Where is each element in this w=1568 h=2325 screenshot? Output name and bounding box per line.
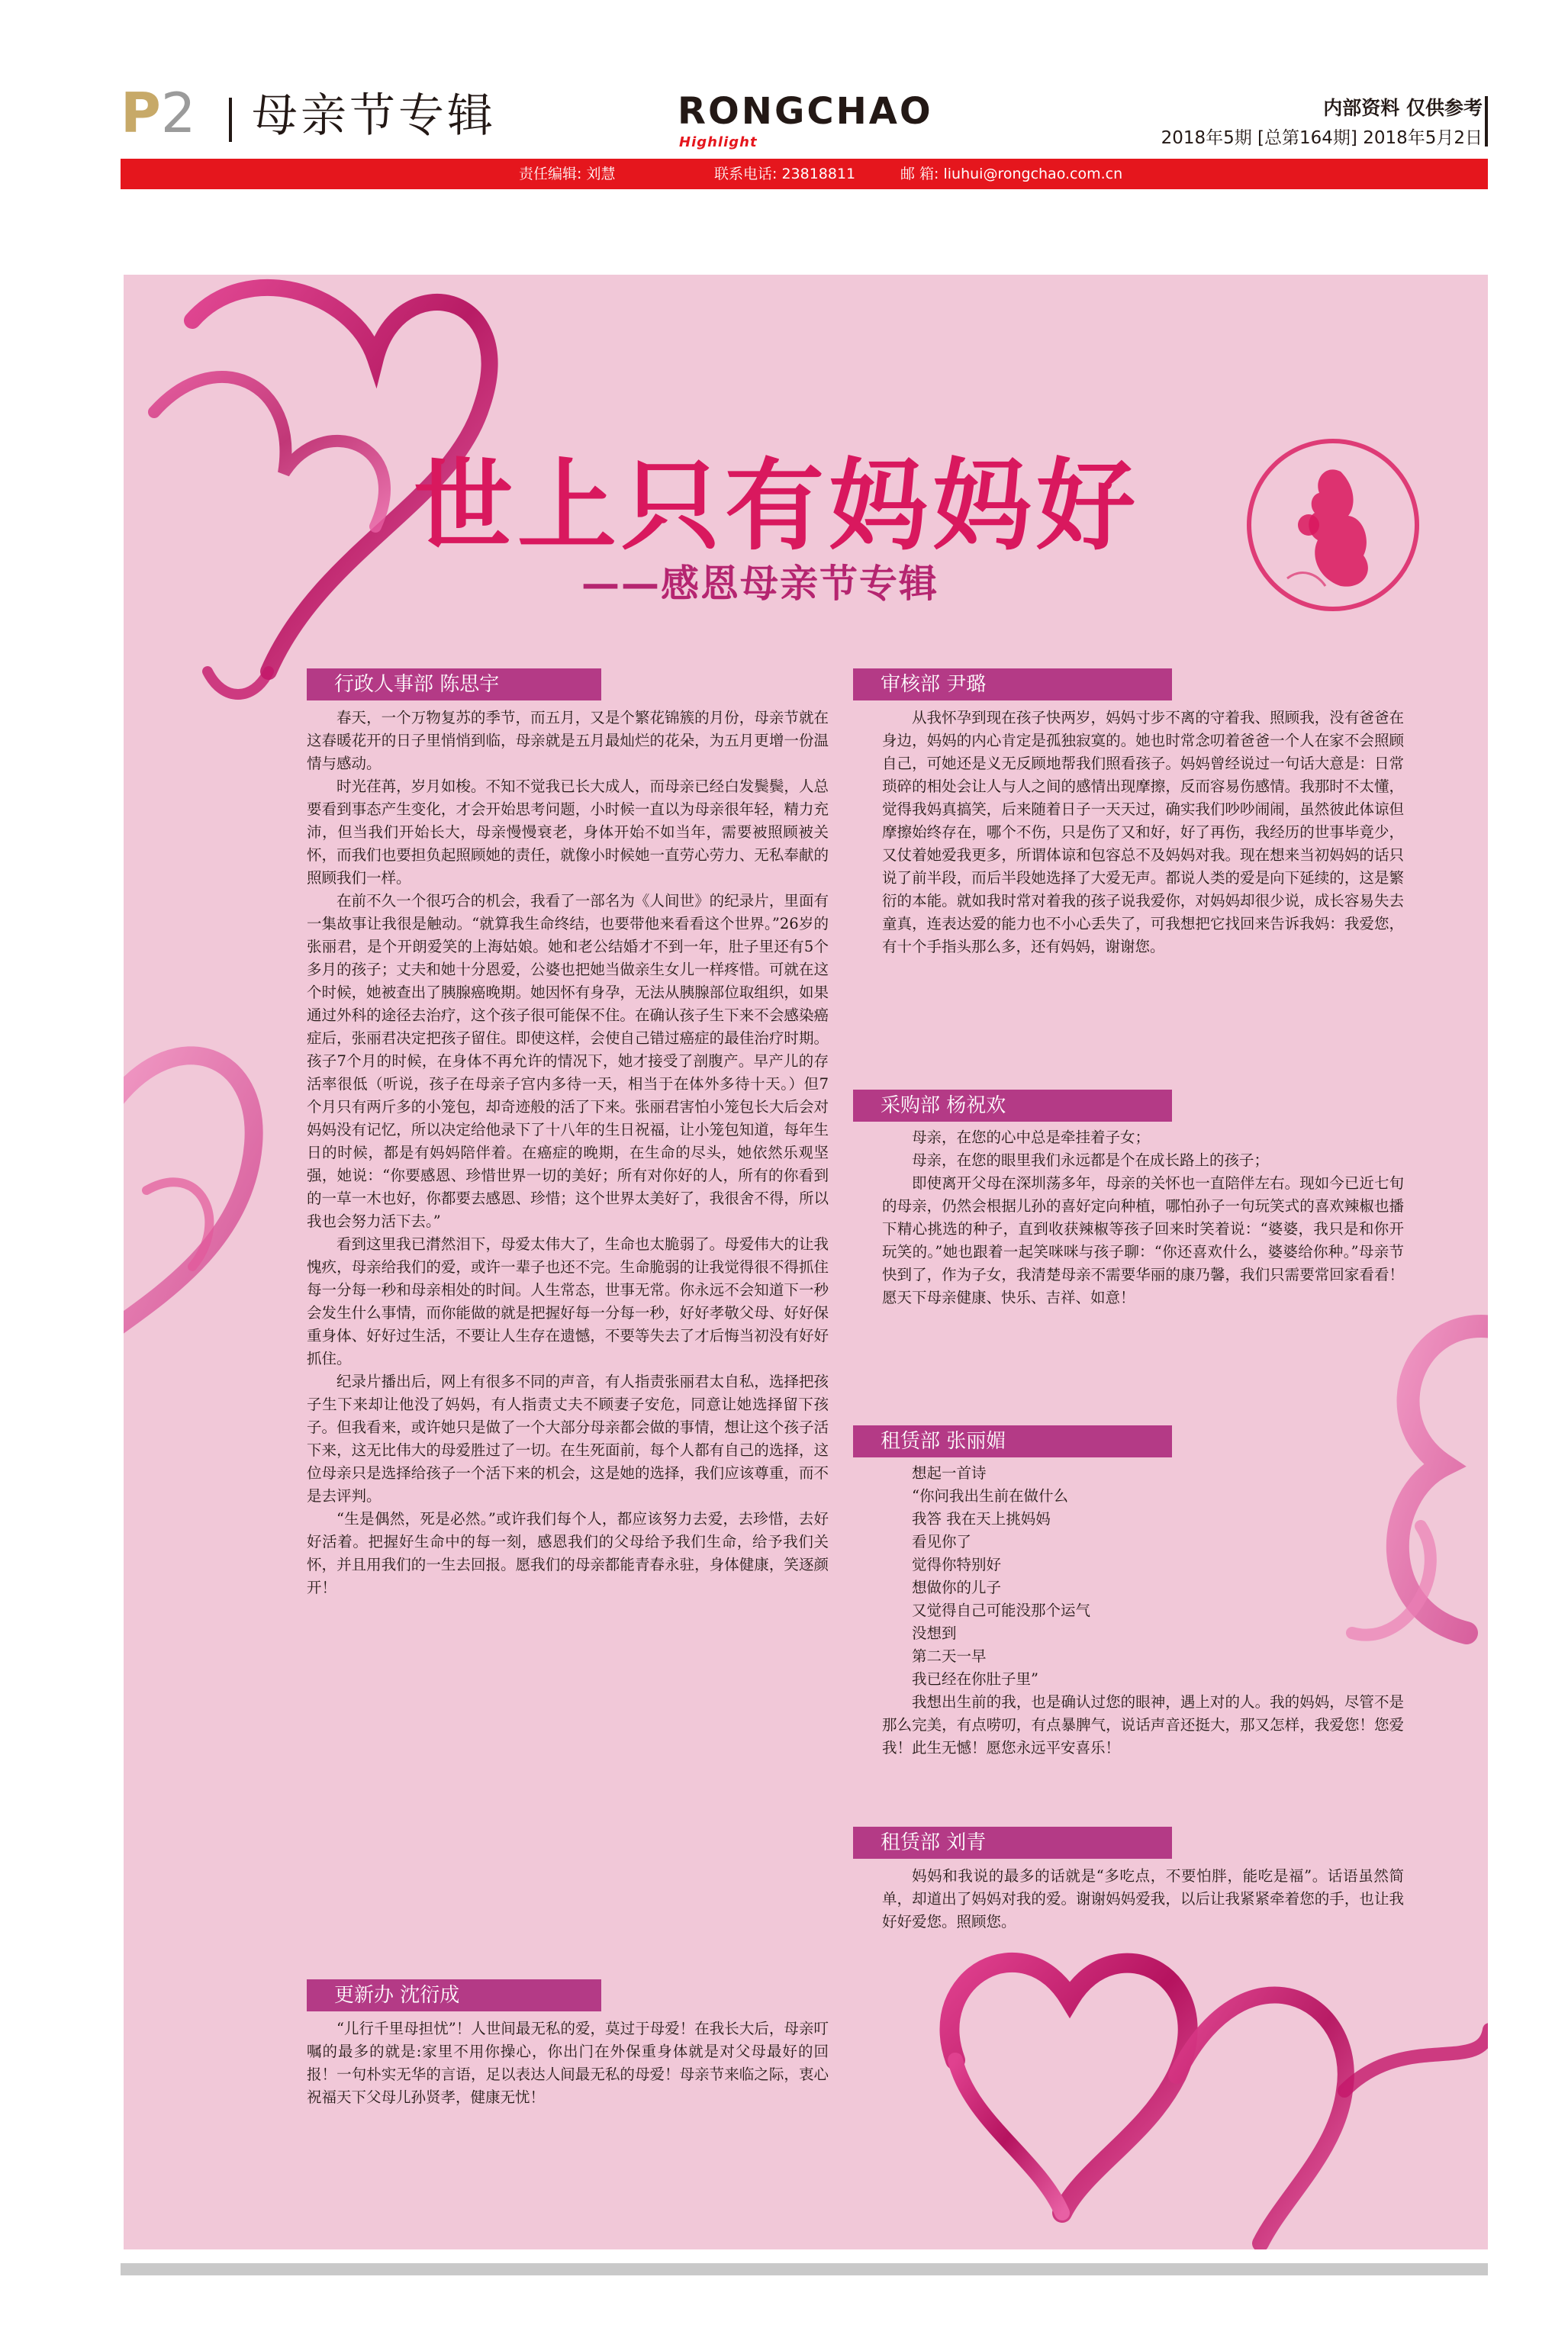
- paragraph: 时光荏苒，岁月如梭。不知不觉我已长大成人，而母亲已经白发鬓鬓，人总要看到事态产生变化，才会开始思考问题，小时候一直以为母亲很年轻，精力充沛，但当我们开始长大，母亲慢慢衰老，身体开始不如当年，需要被照顾被关怀，而我们也要担负起照顾她的责任，就像小时候她一直劳心劳力、无私奉献的照顾我们一样。: [307, 778, 829, 887]
- poem-line: 想做你的儿子: [912, 1579, 1002, 1596]
- masthead: [0, 0, 1568, 198]
- feature-panel: [124, 275, 1488, 2249]
- brand-subtitle: Highlight: [679, 134, 758, 150]
- brand-logo: RONGCHAO: [678, 90, 933, 133]
- header-right-divider: [1485, 96, 1488, 147]
- article-tag-zhanglimei: 租赁部 张丽媚: [853, 1425, 1172, 1457]
- article-tag-chensiyu: 行政人事部 陈思宇: [307, 668, 601, 700]
- article-tag-yinlu: 审核部 尹璐: [853, 668, 1172, 700]
- section-title: 母亲节专辑: [252, 89, 496, 143]
- article-body-yinlu: [882, 707, 1404, 958]
- paragraph: “生是偶然，死是必然。”或许我们每个人，都应该努力去爱，去珍惜，去好好活着。把握好生命中的每一刻，感恩我们的父母给予我们生命，给予我们关怀，并且用我们的一生去回报。愿我们的母亲都能青春永驻，身体健康，笑逐颜开！: [307, 1510, 829, 1596]
- footer-rule: [121, 2263, 1488, 2275]
- poem-line: “你问我出生前在做什么: [912, 1487, 1068, 1505]
- article-tag-yangzhuhuan: 采购部 杨祝欢: [853, 1090, 1172, 1122]
- paragraph: “儿行千里母担忧”！人世间最无私的爱，莫过于母爱！在我长大后，母亲叮嘱的最多的就是:家里不用你操心，你出门在外保重身体就是对父母最好的回报！一句朴实无华的言语，足以表达人间最无私的母爱！母亲节来临之际，衷心祝福天下父母儿孙贤孝，健康无忧！: [307, 2020, 829, 2106]
- poem: [882, 1462, 1404, 1691]
- poem-line: 又觉得自己可能没那个运气: [912, 1602, 1091, 1619]
- poem-line: 我已经在你肚子里”: [912, 1670, 1038, 1688]
- poem-line: 想起一首诗: [912, 1464, 987, 1482]
- feature-subtitle: ——感恩母亲节专辑: [581, 562, 939, 606]
- article-body-shenyancheng: [307, 2017, 829, 2109]
- article-body-chensiyu: [307, 707, 829, 1599]
- paragraph: 纪录片播出后，网上有很多不同的声音，有人指责张丽君太自私，选择把孩子生下来却让他没了妈妈，有人指责丈夫不顾妻子安危，同意让她选择留下孩子。但我看来，或许她只是做了一个大部分母亲都会做的事情，想让这个孩子活下来，这无比伟大的母爱胜过了一切。在生死面前，每个人都有自己的选择，这位母亲只是选择给孩子一个活下来的机会，这是她的选择，我们应该尊重，而不是去评判。: [307, 1373, 829, 1505]
- info-bar: [121, 159, 1488, 189]
- article-body-liuqing: [882, 1865, 1404, 1934]
- mother-child-icon: [1241, 433, 1425, 617]
- article-tag-shenyancheng: 更新办 沈衍成: [307, 1979, 601, 2011]
- paragraph: 妈妈和我说的最多的话就是“多吃点，不要怕胖，能吃是福”。话语虽然简单，却道出了妈妈对我的爱。谢谢妈妈爱我，以后让我紧紧牵着您的手，也让我好好爱您。照顾您。: [882, 1867, 1404, 1931]
- page-number: P2: [121, 81, 196, 145]
- poem-line: 看见你了: [912, 1533, 972, 1551]
- paragraph: 我想出生前的我，也是确认过您的眼神，遇上对的人。我的妈妈，尽管不是那么完美，有点唠叨，有点暴脾气，说话声音还挺大，那又怎样，我爱您！您爱我！此生无憾！愿您永远平安喜乐！: [882, 1693, 1404, 1757]
- editor-info: 责任编辑: 刘慧: [519, 166, 616, 182]
- paragraph: 看到这里我已潸然泪下，母爱太伟大了，生命也太脆弱了。母爱伟大的让我愧疚，母亲给我们的爱，或许一辈子也还不完。生命脆弱的让我觉得很不得抓住每一分每一秒和母亲相处的时间。人生常态，世事无常。你永远不会知道下一秒会发生什么事情，而你能做的就是把握好每一分每一秒，好好孝敬父母、好好保重身体、好好过生活，不要让人生存在遗憾，不要等失去了才后悔当初没有好好抓住。: [307, 1235, 829, 1367]
- paragraph: 在前不久一个很巧合的机会，我看了一部名为《人间世》的纪录片，里面有一集故事让我很是触动。“就算我生命终结，也要带他来看看这个世界。”26岁的张丽君，是个开朗爱笑的上海姑娘。她和老公结婚才不到一年，肚子里还有5个多月的孩子；丈夫和她十分恩爱，公婆也把她当做亲生女儿一样疼惜。可就在这个时候，她被查出了胰腺癌晚期。她因怀有身孕，无法从胰腺部位取组织，如果通过外科的途径去治疗，这个孩子很可能保不住。在确认孩子生下来不会感染癌症后，张丽君决定把孩子留住。即使这样，会使自己错过癌症的最佳治疗时期。孩子7个月的时候，在身体不再允许的情况下，她才接受了剖腹产。早产儿的存活率很低（听说，孩子在母亲子宫内多待一天，相当于在体外多待十天。）但7个月只有两斤多的小笼包，却奇迹般的活了下来。张丽君害怕小笼包长大后会对妈妈没有记忆，所以决定给他录下了十八年的生日祝福，让小笼包知道，每年生日的时候，都是有妈妈陪伴着。在癌症的晚期，在生命的尽头，她依然乐观坚强，她说：“你要感恩、珍惜世界一切的美好；所有对你好的人，所有的你看到的一草一木也好，你都要去感恩、珍惜；这个世界太美好了，我很舍不得，所以我也会努力活下去。”: [307, 892, 829, 1230]
- email-info: 邮 箱: liuhui@rongchao.com.cn: [900, 166, 1123, 182]
- paragraph: 母亲，在您的眼里我们永远都是个在成长路上的孩子；: [912, 1151, 1270, 1169]
- poem-line: 第二天一早: [912, 1647, 987, 1665]
- phone-info: 联系电话: 23818811: [714, 166, 856, 182]
- issue-info: 2018年5期 [总第164期] 2018年5月2日: [1161, 128, 1483, 148]
- paragraph: 母亲，在您的心中总是牵挂着子女；: [912, 1129, 1151, 1146]
- paragraph: 即使离开父母在深圳荡多年，母亲的关怀也一直陪伴左右。现如今已近七旬的母亲，仍然会根据儿孙的喜好定向种植，哪怕孙子一句玩笑式的喜欢辣椒也播下精心挑选的种子，直到收获辣椒等孩子回来时笑着说：“婆婆，我只是和你开玩笑的。”她也跟着一起笑咪咪与孩子聊：“你还喜欢什么，婆婆给你种。”母亲节快到了，作为子女，我清楚母亲不需要华丽的康乃馨，我们只需要常回家看看！愿天下母亲健康、快乐、吉祥、如意！: [882, 1174, 1404, 1306]
- paragraph: 从我怀孕到现在孩子快两岁，妈妈寸步不离的守着我、照顾我，没有爸爸在身边，妈妈的内心肯定是孤独寂寞的。她也时常念叨着爸爸一个人在家不会照顾自己，可她还是义无反顾地帮我们照看孩子。妈妈曾经说过一句话大意是：日常琐碎的相处会让人与人之间的感情出现摩擦，反而容易伤感情。我那时不太懂，觉得我妈真搞笑，后来随着日子一天天过，确实我们吵吵闹闹，虽然彼此体谅但摩擦始终存在，哪个不伤，只是伤了又和好，好了再伤，我经历的世事毕竟少，又仗着她爱我更多，所谓体谅和包容总不及妈妈对我。现在想来当初妈妈的话只说了前半段，而后半段她选择了大爱无声。都说人类的爱是向下延续的，这是繁衍的本能。就如我时常对着我的孩子说我爱你，对妈妈却很少说，成长容易失去童真，连表达爱的能力也不小心丢失了，可我想把它找回来告诉我妈：我爱您，有十个手指头那么多，还有妈妈，谢谢您。: [882, 709, 1404, 955]
- header-divider: [229, 98, 232, 142]
- paragraph: 春天，一个万物复苏的季节，而五月，又是个繁花锦簇的月份，母亲节就在这春暖花开的日子里悄悄到临，母亲就是五月最灿烂的花朵，为五月更增一份温情与感动。: [307, 709, 829, 772]
- poem-line: 没想到: [912, 1625, 957, 1642]
- poem-line: 我答 我在天上挑妈妈: [912, 1510, 1051, 1528]
- article-tag-liuqing: 租赁部 刘青: [853, 1827, 1172, 1859]
- article-body-yangzhuhuan: [882, 1126, 1404, 1309]
- internal-note: 内部资料 仅供参考: [1323, 97, 1483, 119]
- article-body-zhanglimei: [882, 1691, 1404, 1760]
- poem-line: 觉得你特别好: [912, 1556, 1002, 1573]
- feature-title: 世上只有妈妈好: [414, 448, 1141, 564]
